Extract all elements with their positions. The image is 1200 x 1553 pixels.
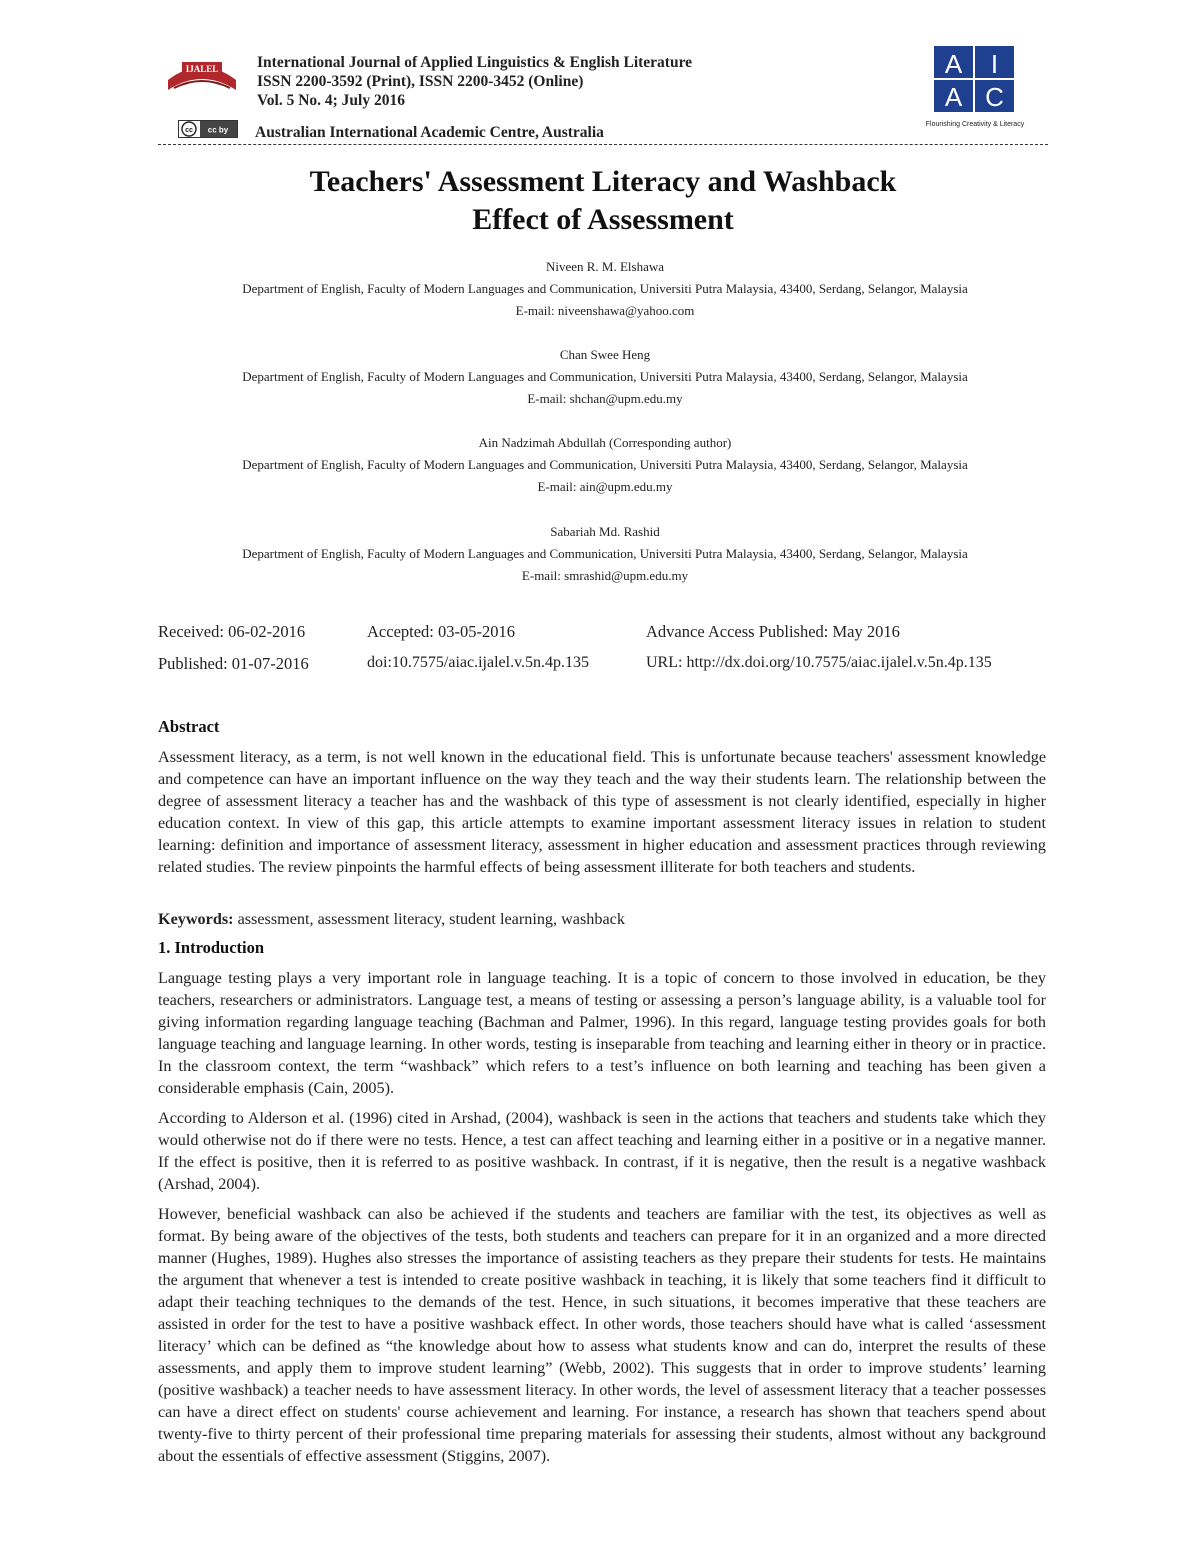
header-divider <box>158 144 1048 145</box>
svg-text:cc: cc <box>185 127 193 134</box>
aiac-letter-2: I <box>990 49 999 79</box>
cc-license-icon <box>178 120 238 138</box>
keywords-text: assessment, assessment literacy, student learning, washback <box>233 910 625 928</box>
published-date: Published: 01-07-2016 <box>158 654 309 673</box>
journal-logo-text: IJALEL <box>185 64 219 74</box>
publisher-name: Australian International Academic Centre, Australia <box>255 124 604 141</box>
author-block <box>120 521 1090 587</box>
author-block <box>120 432 1090 498</box>
author-email: E-mail: ain@upm.edu.my <box>537 479 673 494</box>
intro-paragraph: Language testing plays a very important role in language teaching. It is a topic of concern to those involved in education, be they teachers, researchers or administrators. Language test, a means of testing or assessing a person’s language ability, is a valuable tool for giving information regarding language teaching (Bachman and Palmer, 1996). In this regard, language testing provides goals for both language teaching and language learning. In other words, testing is inseparable from teaching and learning either in theory or in practice. In the classroom context, the term “washback” which refers to a test’s influence on both learning and teaching has been given a considerable emphasis (Cain, 2005). <box>158 969 1046 1097</box>
advance-access-date: Advance Access Published: May 2016 <box>646 622 900 641</box>
paper-title <box>158 163 1048 239</box>
author-block <box>120 344 1090 410</box>
doi-text: doi:10.7575/aiac.ijalel.v.5n.4p.135 <box>367 654 590 671</box>
article-url[interactable]: URL: http://dx.doi.org/10.7575/aiac.ijalel.v.5n.4p.135 <box>646 654 992 671</box>
intro-heading: 1. Introduction <box>158 938 265 957</box>
author-affiliation: Department of English, Faculty of Modern Languages and Communication, Universiti Putra Malaysia, 43400, Serdang, Selangor, Malaysia <box>242 546 968 561</box>
author-name: Ain Nadzimah Abdullah (Corresponding author) <box>478 435 732 450</box>
author-affiliation: Department of English, Faculty of Modern Languages and Communication, Universiti Putra Malaysia, 43400, Serdang, Selangor, Malaysia <box>242 369 968 384</box>
keywords-label: Keywords: <box>158 910 234 928</box>
author-email: E-mail: niveenshawa@yahoo.com <box>515 303 695 318</box>
author-affiliation: Department of English, Faculty of Modern Languages and Communication, Universiti Putra Malaysia, 43400, Serdang, Selangor, Malaysia <box>242 457 968 472</box>
author-block <box>120 256 1090 322</box>
keywords <box>158 908 1046 930</box>
title-line-2: Effect of Assessment <box>472 203 734 236</box>
abstract-text: Assessment literacy, as a term, is not well known in the educational field. This is unfortunate because teachers' assessment knowledge and competence can have an important influence on the way they teach and the way their students learn. The relationship between the degree of assessment literacy a teacher has and the washback of this type of assessment is not clearly identified, especially in higher education context. In view of this gap, this article attempts to examine important assessment literacy issues in relation to student learning: definition and importance of assessment literacy, assessment in higher education and assessment practices through reviewing related studies. The review pinpoints the harmful effects of being assessment illiterate for both teachers and students. <box>158 748 1046 876</box>
journal-name: International Journal of Applied Linguistics & English Literature <box>257 54 693 71</box>
aiac-tagline: Flourishing Creativity & Literacy <box>925 121 1025 128</box>
accepted-date: Accepted: 03-05-2016 <box>367 622 515 641</box>
journal-issn: ISSN 2200-3592 (Print), ISSN 2200-3452 (Online) <box>257 73 584 90</box>
intro-paragraph: However, beneficial washback can also be achieved if the students and teachers are familiar with the test, its objectives as well as format. By being aware of the objectives of the tests, both students and teachers can prepare for it in an organized and a more directed manner (Hughes, 1989). Hughes also stresses the importance of assisting teachers as they prepare their students for tests. He maintains the argument that whenever a test is intended to create positive washback in teaching, it is likely that some teachers find it difficult to adapt their teaching techniques to the demands of the test. Hence, in such situations, it becomes imperative that these teachers are assisted in order for the test to have a positive washback effect. In other words, those teachers should have what is called ‘assessment literacy’ which can be defined as “the knowledge about how to assess what students know and can do, interpret the results of these assessments, and apply them to improve student learning” (Webb, 2002). This suggests that in order to improve students’ learning (positive washback) a teacher needs to have assessment literacy. In other words, the level of assessment literacy that a teacher possesses can have a direct effect on students' course achievement and learning. For instance, a research has shown that teachers spend about twenty-five to thirty percent of their professional time preparing materials for assessing their students, almost without any background about the essentials of effective assessment (Stiggins, 2007). <box>158 1205 1046 1465</box>
intro-paragraph: According to Alderson et al. (1996) cited in Arshad, (2004), washback is seen in the actions that teachers and students take which they would otherwise not do if there were no tests. Hence, a test can affect teaching and learning either in a positive or in a negative manner. If the effect is positive, then it is referred to as positive washback. In contrast, if it is negative, then the result is a negative washback (Arshad, 2004). <box>158 1109 1046 1193</box>
author-name: Niveen R. M. Elshawa <box>545 259 665 274</box>
author-name: Sabariah Md. Rashid <box>550 524 660 539</box>
aiac-letter-3: A <box>944 82 963 112</box>
aiac-logo-icon <box>934 46 1014 112</box>
author-email: E-mail: smrashid@upm.edu.my <box>521 568 689 583</box>
cc-badge-text: cc by <box>207 125 229 135</box>
author-email: E-mail: shchan@upm.edu.my <box>527 391 683 406</box>
received-date: Received: 06-02-2016 <box>158 622 306 641</box>
journal-volume: Vol. 5 No. 4; July 2016 <box>257 92 405 109</box>
journal-info <box>257 53 692 110</box>
title-line-1: Teachers' Assessment Literacy and Washback <box>309 165 897 198</box>
author-affiliation: Department of English, Faculty of Modern Languages and Communication, Universiti Putra Malaysia, 43400, Serdang, Selangor, Malaysia <box>242 281 968 296</box>
abstract-heading: Abstract <box>158 717 220 736</box>
journal-logo-icon <box>164 50 240 100</box>
author-name: Chan Swee Heng <box>559 347 651 362</box>
aiac-letter-1: A <box>944 49 963 79</box>
aiac-letter-4: C <box>985 82 1004 112</box>
